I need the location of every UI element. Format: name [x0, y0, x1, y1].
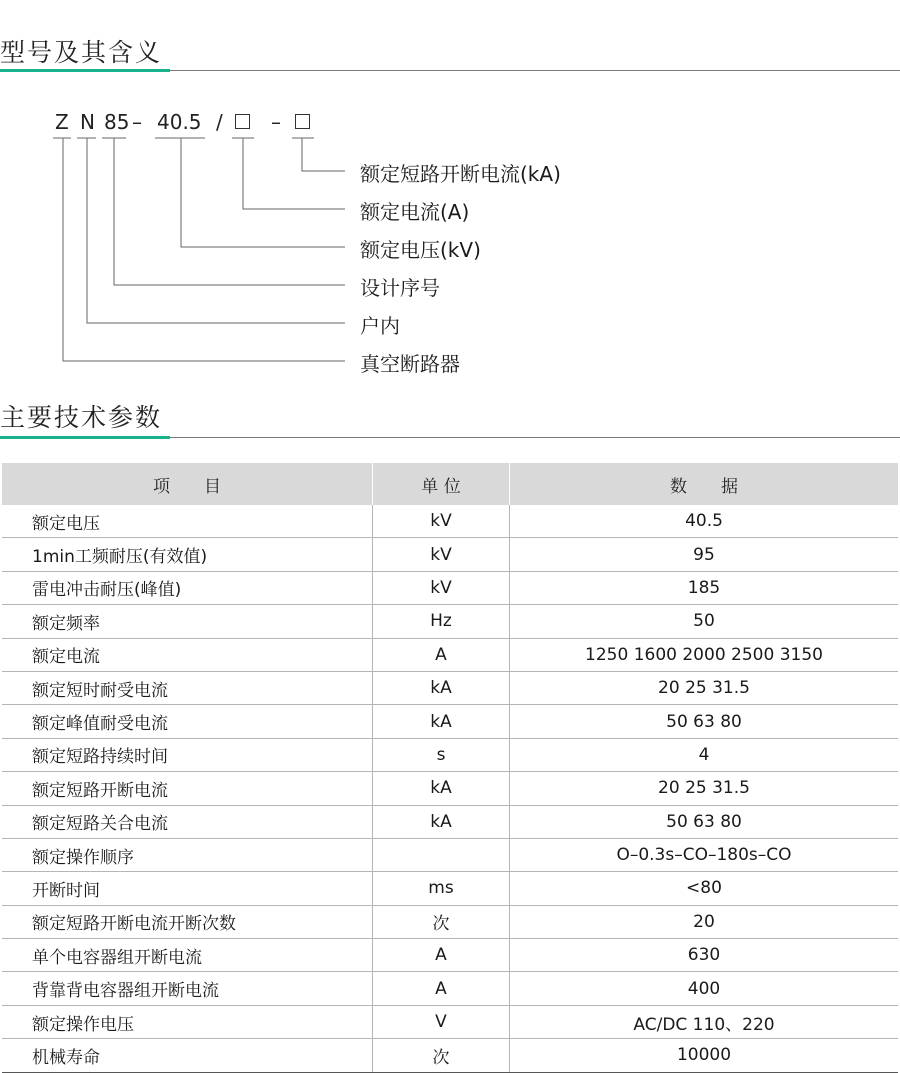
label-vacuum-breaker: 真空断路器 — [360, 352, 460, 376]
row-item: 1min工频耐压(有效值) — [2, 538, 373, 571]
row-value: 95 — [510, 538, 899, 571]
row-value: 40.5 — [510, 505, 899, 538]
row-item: 额定电压 — [2, 505, 373, 538]
code-slash: / — [216, 110, 223, 134]
code-z: Z — [55, 110, 69, 134]
params-table — [2, 463, 898, 1073]
row-value: 4 — [510, 738, 899, 771]
table-row — [2, 671, 898, 704]
table-row — [2, 605, 898, 638]
row-value: 50 63 80 — [510, 805, 899, 838]
row-item: 额定短路持续时间 — [2, 738, 373, 771]
table-row — [2, 638, 898, 671]
row-value: 50 63 80 — [510, 705, 899, 738]
label-design-serial: 设计序号 — [360, 276, 440, 300]
label-rated-voltage: 额定电压(kV) — [360, 238, 481, 262]
row-unit: 次 — [373, 905, 510, 938]
row-unit: kA — [373, 805, 510, 838]
section-accent-params — [0, 436, 170, 439]
label-breaking-current: 额定短路开断电流(kA) — [360, 162, 561, 186]
table-row — [2, 738, 898, 771]
table-row — [2, 805, 898, 838]
table-row — [2, 872, 898, 905]
row-item: 额定电流 — [2, 638, 373, 671]
row-unit: kV — [373, 538, 510, 571]
header-unit: 单 位 — [373, 463, 510, 505]
table-row — [2, 905, 898, 938]
row-value: 400 — [510, 972, 899, 1005]
table-row — [2, 772, 898, 805]
row-item: 额定频率 — [2, 605, 373, 638]
table-row — [2, 939, 898, 972]
row-value: 20 25 31.5 — [510, 671, 899, 704]
section-title-model: 型号及其含义 — [0, 38, 163, 67]
row-value: 50 — [510, 605, 899, 638]
table-row — [2, 1039, 898, 1072]
table-row — [2, 538, 898, 571]
label-rated-current: 额定电流(A) — [360, 200, 470, 224]
table-row — [2, 705, 898, 738]
row-unit: Hz — [373, 605, 510, 638]
row-unit: ms — [373, 872, 510, 905]
code-series: 85 — [104, 110, 130, 134]
row-item: 额定短时耐受电流 — [2, 671, 373, 704]
row-value: 20 25 31.5 — [510, 772, 899, 805]
row-item: 额定短路开断电流 — [2, 772, 373, 805]
row-unit: V — [373, 1005, 510, 1038]
table-row — [2, 1005, 898, 1038]
row-unit: kA — [373, 772, 510, 805]
table-header-row — [2, 463, 898, 505]
row-item: 额定操作电压 — [2, 1005, 373, 1038]
row-item: 额定短路关合电流 — [2, 805, 373, 838]
row-item: 背靠背电容器组开断电流 — [2, 972, 373, 1005]
label-indoor: 户内 — [360, 314, 400, 338]
section-title-params: 主要技术参数 — [0, 403, 163, 432]
row-value: AC/DC 110、220 — [510, 1005, 899, 1038]
row-item: 雷电冲击耐压(峰值) — [2, 571, 373, 604]
row-value: 1250 1600 2000 2500 3150 — [510, 638, 899, 671]
row-unit: A — [373, 638, 510, 671]
row-item: 额定峰值耐受电流 — [2, 705, 373, 738]
row-item: 额定操作顺序 — [2, 838, 373, 871]
table-row — [2, 571, 898, 604]
row-item: 额定短路开断电流开断次数 — [2, 905, 373, 938]
row-unit: A — [373, 939, 510, 972]
row-unit — [373, 838, 510, 871]
header-data: 数 据 — [510, 463, 899, 505]
row-unit: kV — [373, 505, 510, 538]
row-unit: kV — [373, 571, 510, 604]
table-row — [2, 972, 898, 1005]
code-voltage: 40.5 — [157, 110, 202, 134]
row-value: 10000 — [510, 1039, 899, 1072]
row-value: 20 — [510, 905, 899, 938]
table-row — [2, 505, 898, 538]
row-item: 开断时间 — [2, 872, 373, 905]
row-item: 单个电容器组开断电流 — [2, 939, 373, 972]
row-value: 185 — [510, 571, 899, 604]
row-item: 机械寿命 — [2, 1039, 373, 1072]
row-value: 630 — [510, 939, 899, 972]
row-unit: s — [373, 738, 510, 771]
header-item: 项 目 — [2, 463, 373, 505]
code-dash-1: – — [132, 110, 142, 134]
row-unit: kA — [373, 671, 510, 704]
code-n: N — [80, 110, 95, 134]
row-value: O–0.3s–CO–180s–CO — [510, 838, 899, 871]
row-unit: 次 — [373, 1039, 510, 1072]
row-unit: A — [373, 972, 510, 1005]
code-dash-2: – — [271, 110, 281, 134]
row-value: <80 — [510, 872, 899, 905]
row-unit: kA — [373, 705, 510, 738]
table-row — [2, 838, 898, 871]
